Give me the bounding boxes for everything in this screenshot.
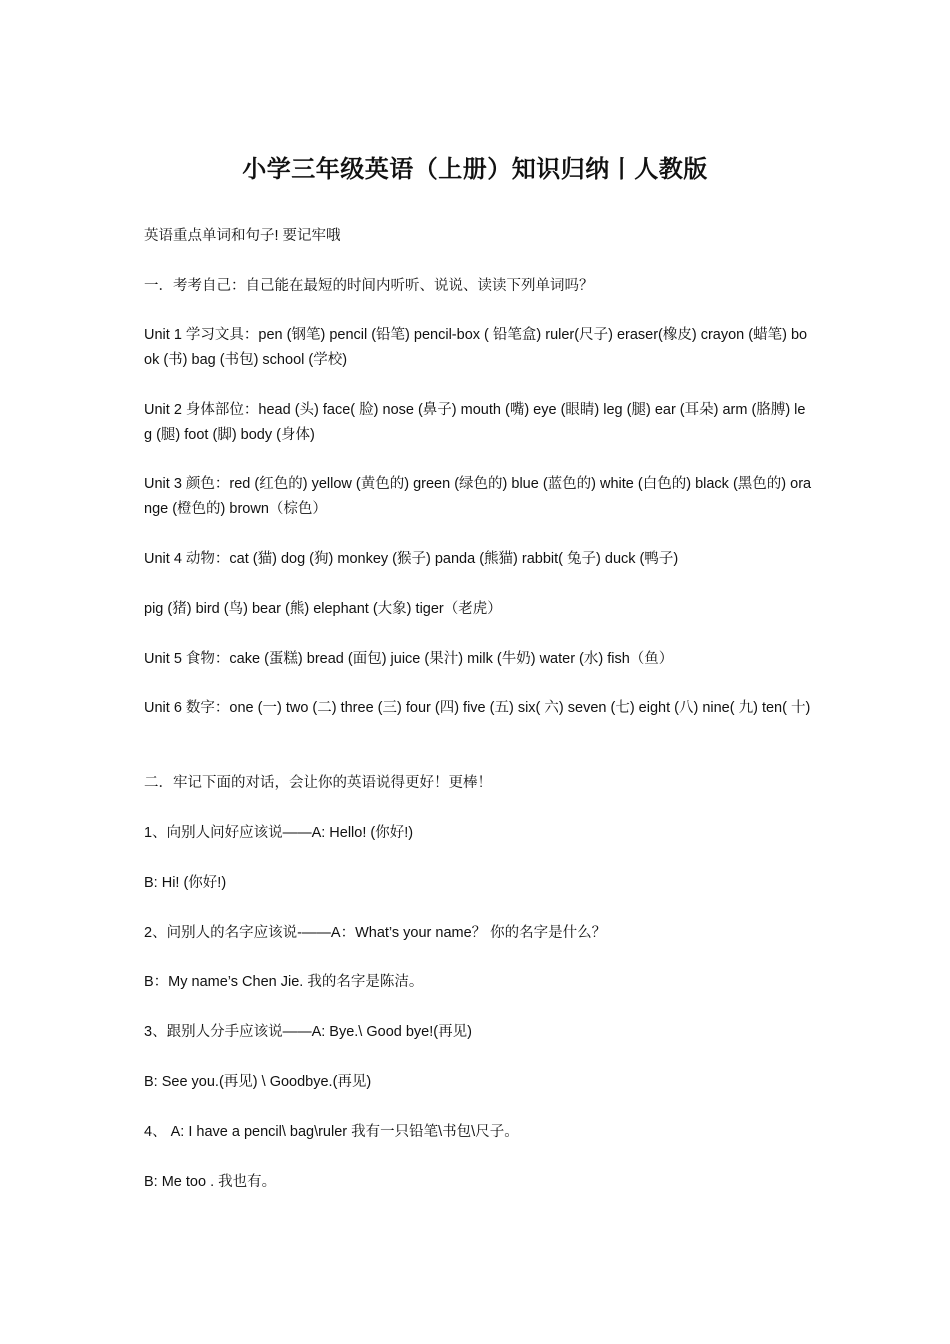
dialogue-line: B: Me too . 我也有。: [144, 1174, 277, 1190]
section-2-heading: 二．牢记下面的对话，会让你的英语说得更好！更棒！: [144, 775, 492, 791]
unit-6-vocabulary: Unit 6 数字：one (一) two (二) three (三) four (四) five (五) six( 六) seven (七) eight (八) nine( 九) ten( 十): [144, 700, 811, 716]
dialogue-line: 4、 A: I have a pencil\ bag\ruler 我有一只铅笔\书包\尺子。: [144, 1124, 519, 1140]
unit-2-vocabulary: Unit 2 身体部位：head (头) face( 脸) nose (鼻子) mouth (嘴) eye (眼睛) leg (腿) ear (耳朵) arm (胳膊) leg (腿) foot (脚) body (身体): [144, 402, 806, 443]
dialogue-line: 3、跟别人分手应该说——A: Bye.\ Good bye!(再见): [144, 1024, 472, 1040]
unit-4-vocabulary: Unit 4 动物：cat (猫) dog (狗) monkey (猴子) panda (熊猫) rabbit( 兔子) duck (鸭子): [144, 551, 679, 567]
dialogue-line: B: Hi! (你好!): [144, 875, 227, 891]
unit-5-vocabulary: Unit 5 食物：cake (蛋糕) bread (面包) juice (果汁) milk (牛奶) water (水) fish（鱼）: [144, 651, 674, 667]
unit-3-vocabulary: Unit 3 颜色：red (红色的) yellow (黄色的) green (绿色的) blue (蓝色的) white (白色的) black (黑色的) orange (橙色的) brown（棕色）: [144, 476, 812, 517]
intro-text: 英语重点单词和句子! 要记牢哦: [144, 228, 341, 244]
section-1-heading: 一．考考自己：自己能在最短的时间内听听、说说、读读下列单词吗？: [144, 278, 594, 294]
dialogue-line: 1、向别人问好应该说——A: Hello! (你好!): [144, 825, 414, 841]
document-title: 小学三年级英语（上册）知识归纳丨人教版: [242, 154, 708, 183]
dialogue-line: B：My name’s Chen Jie. 我的名字是陈洁。: [144, 974, 424, 990]
dialogue-line: 2、问别人的名字应该说-——A：What’s your name？ 你的名字是什么？: [144, 925, 607, 941]
unit-1-vocabulary: Unit 1 学习文具：pen (钢笔) pencil (铅笔) pencil-box ( 铅笔盒) ruler(尺子) eraser(橡皮) crayon (蜡笔) book (书) bag (书包) school (学校): [144, 327, 808, 368]
unit-4-vocabulary-continued: pig (猪) bird (鸟) bear (熊) elephant (大象) tiger（老虎）: [144, 601, 502, 617]
dialogue-line: B: See you.(再见) \ Goodbye.(再见): [144, 1074, 372, 1090]
